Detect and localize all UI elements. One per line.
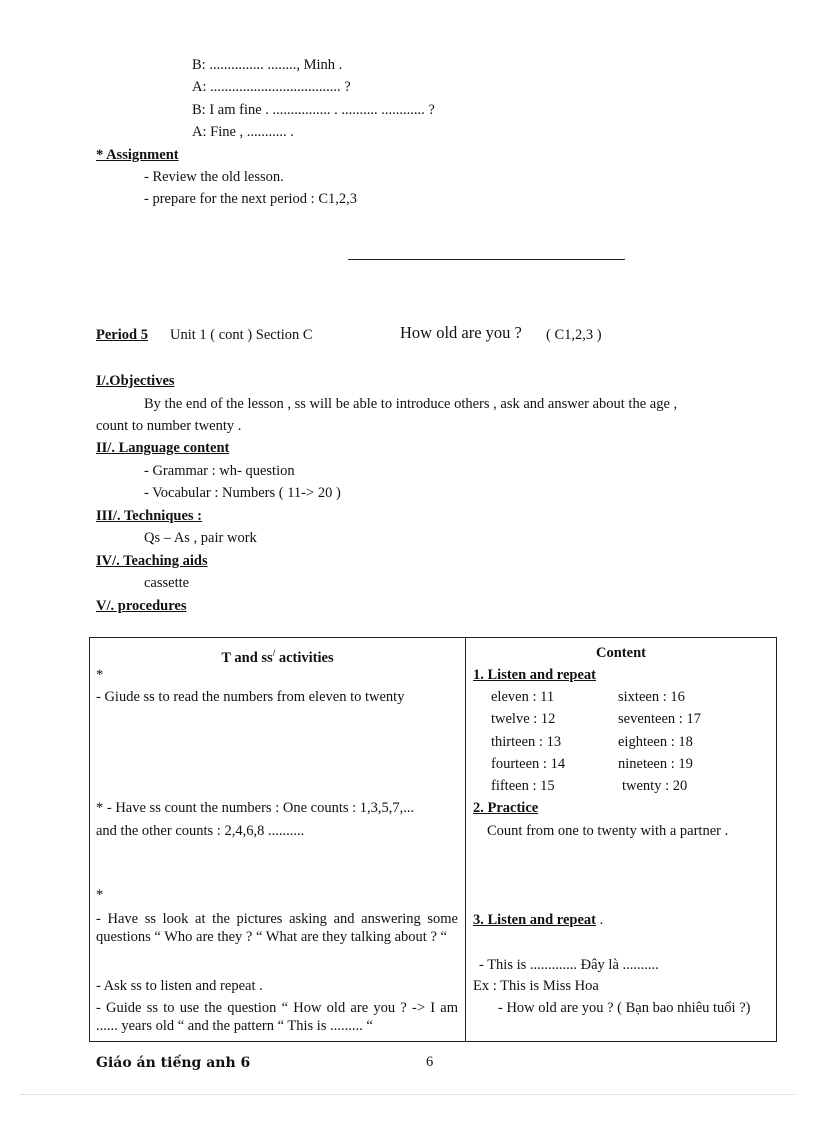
activity-count-line-2: and the other counts : 2,4,6,8 ..........	[96, 823, 305, 839]
how-old-line: - How old are you ? ( Bạn bao nhiêu tuổi ?)	[498, 1000, 751, 1016]
number-eighteen: eighteen : 18	[618, 734, 693, 750]
activity-star-2: *	[96, 887, 104, 903]
number-thirteen: thirteen : 13	[491, 734, 562, 750]
practice-heading: 2. Practice	[473, 800, 539, 816]
period-title: How old are you ?	[400, 323, 522, 342]
teaching-aids-text: cassette	[144, 575, 190, 591]
number-twenty: twenty : 20	[622, 778, 688, 794]
dialogue-line-1: B: ............... ........, Minh .	[192, 57, 343, 73]
techniques-heading: III/. Techniques :	[96, 508, 202, 524]
techniques-text: Qs – As , pair work	[144, 530, 257, 546]
dialogue-line-4: A: Fine , ........... .	[192, 124, 294, 140]
vocabulary-line: - Vocabular : Numbers ( 11-> 20 )	[144, 485, 341, 501]
content-column	[466, 638, 777, 1042]
activity-guide-question: - Guide ss to use the question “ How old are you ? -> I am ...... years old “ and the pattern “ This is ......... “	[96, 1000, 458, 1034]
page-number: 6	[426, 1054, 434, 1070]
assignment-item-2: - prepare for the next period : C1,2,3	[144, 191, 357, 207]
objectives-line-1: By the end of the lesson , ss will be able to introduce others , ask and answer about the age ,	[144, 396, 678, 412]
listen-repeat-3-suffix: .	[599, 912, 604, 928]
activity-pictures: - Have ss look at the pictures asking and answering some questions “ Who are they ? “ What are they talking about ? “	[96, 911, 458, 945]
activities-header: T and ss/ activities	[221, 648, 334, 666]
footer-title: Giáo án tiếng anh 6	[96, 1055, 251, 1071]
activity-guide-numbers: - Giude ss to read the numbers from eleven to twenty	[96, 689, 405, 705]
assignment-item-1: - Review the old lesson.	[144, 169, 284, 185]
section-divider	[348, 259, 625, 260]
assignment-heading: * Assignment	[96, 147, 179, 163]
content-header: Content	[596, 645, 646, 661]
example-line: Ex : This is Miss Hoa	[473, 978, 599, 994]
activity-listen: - Ask ss to listen and repeat .	[96, 978, 263, 994]
number-nineteen: nineteen : 19	[618, 756, 693, 772]
period-label: Period 5	[96, 327, 148, 343]
footer-divider	[20, 1094, 796, 1095]
lesson-table	[89, 637, 777, 1042]
objectives-line-2: count to number twenty .	[96, 418, 242, 434]
teaching-aids-heading: IV/. Teaching aids	[96, 553, 208, 569]
procedures-heading: V/. procedures	[96, 598, 187, 614]
listen-repeat-3-heading: 3. Listen and repeat	[473, 912, 596, 928]
number-twelve: twelve : 12	[491, 711, 556, 727]
this-is-pattern: - This is ............. Đây là ..........	[479, 957, 659, 973]
activities-column	[90, 638, 466, 1042]
practice-text: Count from one to twenty with a partner .	[487, 823, 729, 839]
listen-repeat-heading: 1. Listen and repeat	[473, 667, 596, 683]
dialogue-line-3: B: I am fine . ................ . .......... ............ ?	[192, 102, 435, 118]
number-fifteen: fifteen : 15	[491, 778, 555, 794]
dialogue-line-2: A: .................................... ?	[192, 79, 351, 95]
listen-repeat-3	[473, 911, 603, 929]
number-seventeen: seventeen : 17	[618, 711, 701, 727]
grammar-line: - Grammar : wh- question	[144, 463, 295, 479]
period-unit: Unit 1 ( cont ) Section C	[170, 327, 313, 343]
objectives-heading: I/.Objectives	[96, 373, 175, 389]
number-eleven: eleven : 11	[491, 689, 555, 705]
activity-count-line-1: * - Have ss count the numbers : One counts : 1,3,5,7,...	[96, 800, 415, 816]
activity-star-1: *	[96, 667, 104, 683]
language-content-heading: II/. Language content	[96, 440, 230, 456]
period-sections: ( C1,2,3 )	[546, 327, 602, 343]
number-fourteen: fourteen : 14	[491, 756, 566, 772]
number-sixteen: sixteen : 16	[618, 689, 685, 705]
